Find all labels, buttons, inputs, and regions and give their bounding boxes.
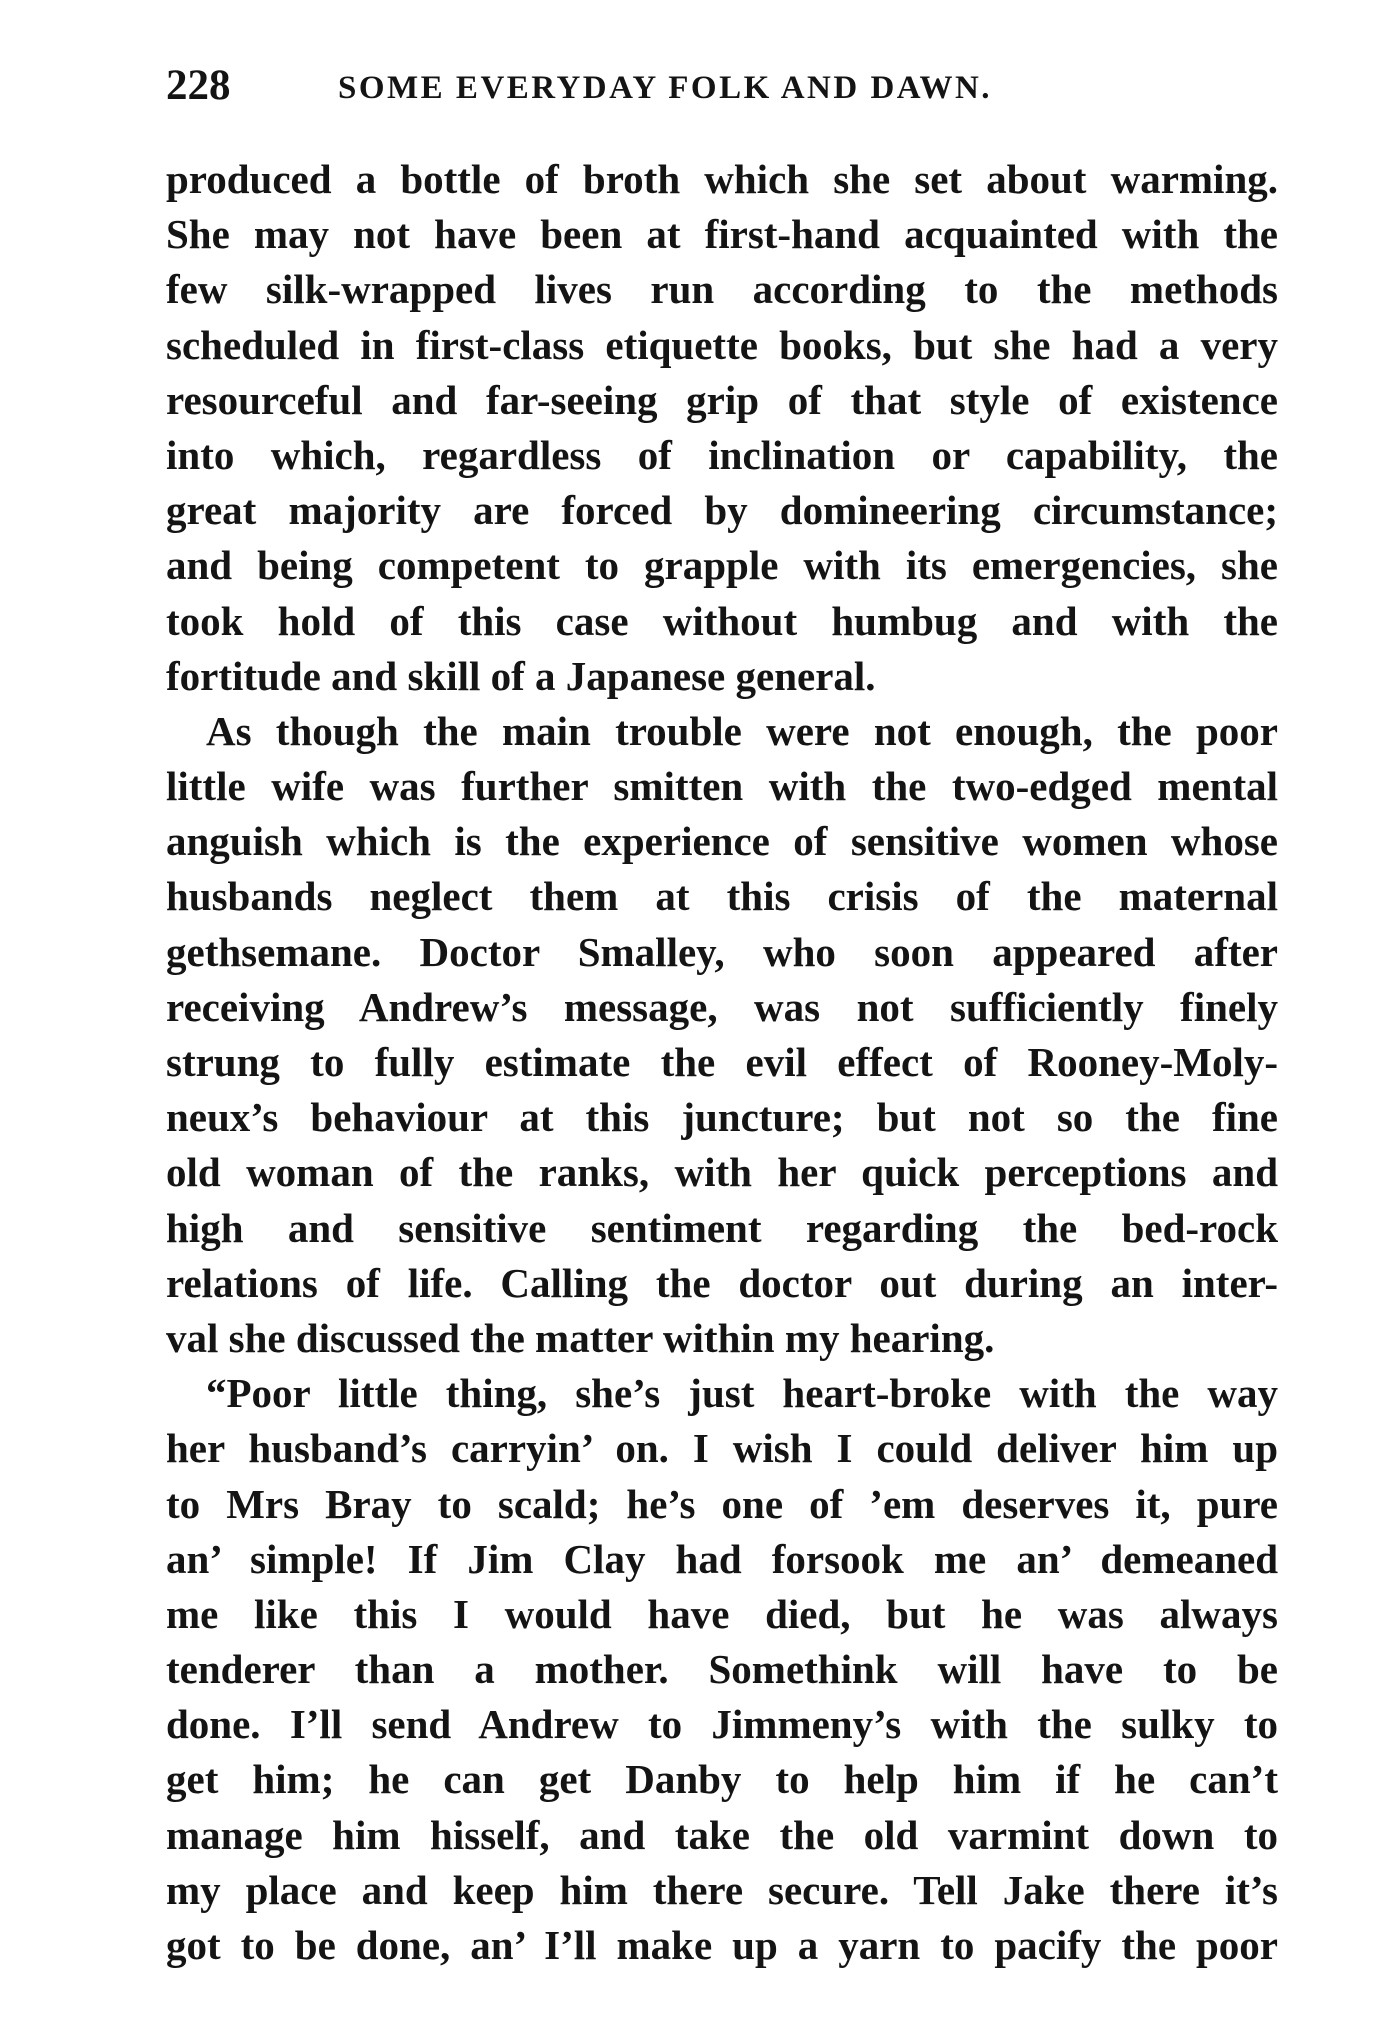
text-line: took hold of this case without humbug and with the <box>166 597 1278 644</box>
text-line: to Mrs Bray to scald; he’s one of ’em deserves it, pure <box>166 1480 1278 1527</box>
paragraph-start-line: “Poor little thing, she’s just heart-broke with the way <box>206 1370 1278 1417</box>
text-line: me like this I would have died, but he was always <box>166 1590 1278 1637</box>
text-line: and being competent to grapple with its emergencies, she <box>166 542 1278 589</box>
text-line: manage him hisself, and take the old varmint down to <box>166 1811 1278 1858</box>
text-line: old woman of the ranks, with her quick perceptions and <box>166 1149 1278 1196</box>
text-line: her husband’s carryin’ on. I wish I could deliver him up <box>166 1425 1278 1472</box>
text-line: done. I’ll send Andrew to Jimmeny’s with the sulky to <box>166 1701 1278 1748</box>
body-text <box>166 152 1278 1973</box>
text-line: high and sensitive sentiment regarding the bed-rock <box>166 1204 1278 1251</box>
text-line: neux’s behaviour at this juncture; but not so the fine <box>166 1094 1278 1141</box>
text-line: gethsemane. Doctor Smalley, who soon appeared after <box>166 928 1278 975</box>
page-number: 228 <box>166 62 231 109</box>
text-line: receiving Andrew’s message, was not sufficiently finely <box>166 983 1278 1030</box>
text-line: into which, regardless of inclination or capability, the <box>166 431 1278 478</box>
paragraph-end-line: val she discussed the matter within my hearing. <box>166 1314 995 1361</box>
text-line: my place and keep him there secure. Tell Jake there it’s <box>166 1866 1278 1913</box>
text-line: few silk-wrapped lives run according to the methods <box>166 266 1278 313</box>
running-head <box>166 56 1276 116</box>
text-line: strung to fully estimate the evil effect of Rooney-Moly- <box>166 1039 1278 1085</box>
text-line: husbands neglect them at this crisis of the maternal <box>166 873 1278 920</box>
book-title: SOME EVERYDAY FOLK AND DAWN. <box>338 70 993 106</box>
text-line: produced a bottle of broth which she set about warming. <box>166 156 1278 202</box>
text-line: She may not have been at first-hand acquainted with the <box>166 211 1278 258</box>
text-line: got to be done, an’ I’ll make up a yarn to pacify the poor <box>166 1922 1278 1968</box>
text-line: an’ simple! If Jim Clay had forsook me an’ demeaned <box>166 1535 1278 1582</box>
text-line: tenderer than a mother. Somethink will have to be <box>166 1646 1278 1693</box>
text-line: resourceful and far-seeing grip of that style of existence <box>166 376 1278 423</box>
text-line: get him; he can get Danby to help him if he can’t <box>166 1756 1278 1803</box>
text-line: relations of life. Calling the doctor out during an inter- <box>166 1259 1278 1306</box>
text-line: little wife was further smitten with the two-edged mental <box>166 763 1278 810</box>
paragraph-start-line: As though the main trouble were not enough, the poor <box>206 707 1278 754</box>
text-line: anguish which is the experience of sensitive women whose <box>166 818 1278 865</box>
text-line: great majority are forced by domineering circumstance; <box>166 487 1278 534</box>
text-line: scheduled in first-class etiquette books, but she had a very <box>166 321 1278 368</box>
paragraph-end-line: fortitude and skill of a Japanese general. <box>166 652 876 699</box>
